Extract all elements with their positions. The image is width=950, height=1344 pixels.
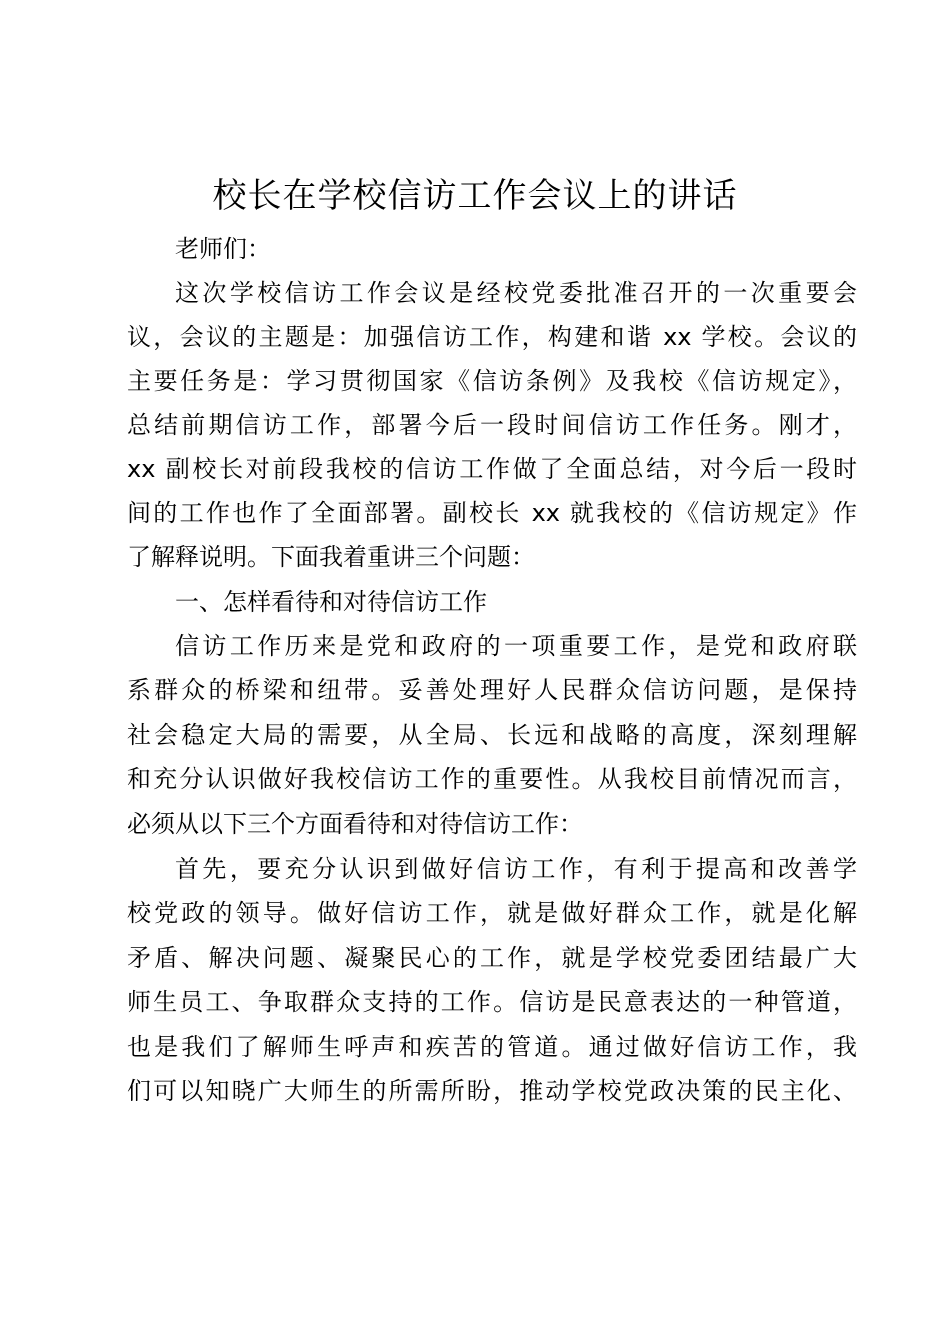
paragraph-line: 首先，要充分认识到做好信访工作，有利于提高和改善学 (175, 855, 857, 883)
paragraph-line: 和充分认识做好我校信访工作的重要性。从我校目前情况而言， (127, 765, 857, 793)
document-title: 校长在学校信访工作会议上的讲话 (212, 176, 738, 216)
paragraph-line: 间的工作也作了全面部署。副校长 xx 就我校的《信访规定》作 (127, 499, 857, 527)
paragraph-line: 总结前期信访工作，部署今后一段时间信访工作任务。刚才， (127, 411, 857, 439)
paragraph-line: 这次学校信访工作会议是经校党委批准召开的一次重要会 (175, 279, 857, 307)
paragraph-line: 也是我们了解师生呼声和疾苦的管道。通过做好信访工作，我 (127, 1033, 857, 1061)
paragraph-line: xx 副校长对前段我校的信访工作做了全面总结，对今后一段时 (127, 455, 857, 483)
section-heading: 一、怎样看待和对待信访工作 (175, 588, 487, 616)
paragraph-line: 主要任务是：学习贯彻国家《信访条例》及我校《信访规定》， (127, 367, 857, 395)
paragraph-line: 了解释说明。下面我着重讲三个问题： (127, 543, 535, 571)
paragraph-line: 矛盾、解决问题、凝聚民心的工作，就是学校党委团结最广大 (127, 944, 857, 972)
greeting-line: 老师们： (175, 235, 271, 263)
paragraph-line: 师生员工、争取群众支持的工作。信访是民意表达的一种管道， (127, 988, 857, 1016)
paragraph-line: 校党政的领导。做好信访工作，就是做好群众工作，就是化解 (127, 899, 857, 927)
paragraph-line: 信访工作历来是党和政府的一项重要工作，是党和政府联 (175, 632, 857, 660)
paragraph-line: 们可以知晓广大师生的所需所盼，推动学校党政决策的民主化、 (127, 1077, 857, 1105)
paragraph-line: 社会稳定大局的需要，从全局、长远和战略的高度，深刻理解 (127, 721, 857, 749)
paragraph-line: 必须从以下三个方面看待和对待信访工作： (127, 810, 583, 838)
paragraph-line: 系群众的桥梁和纽带。妥善处理好人民群众信访问题，是保持 (127, 676, 857, 704)
paragraph-line: 议，会议的主题是：加强信访工作，构建和谐 xx 学校。会议的 (127, 323, 857, 351)
